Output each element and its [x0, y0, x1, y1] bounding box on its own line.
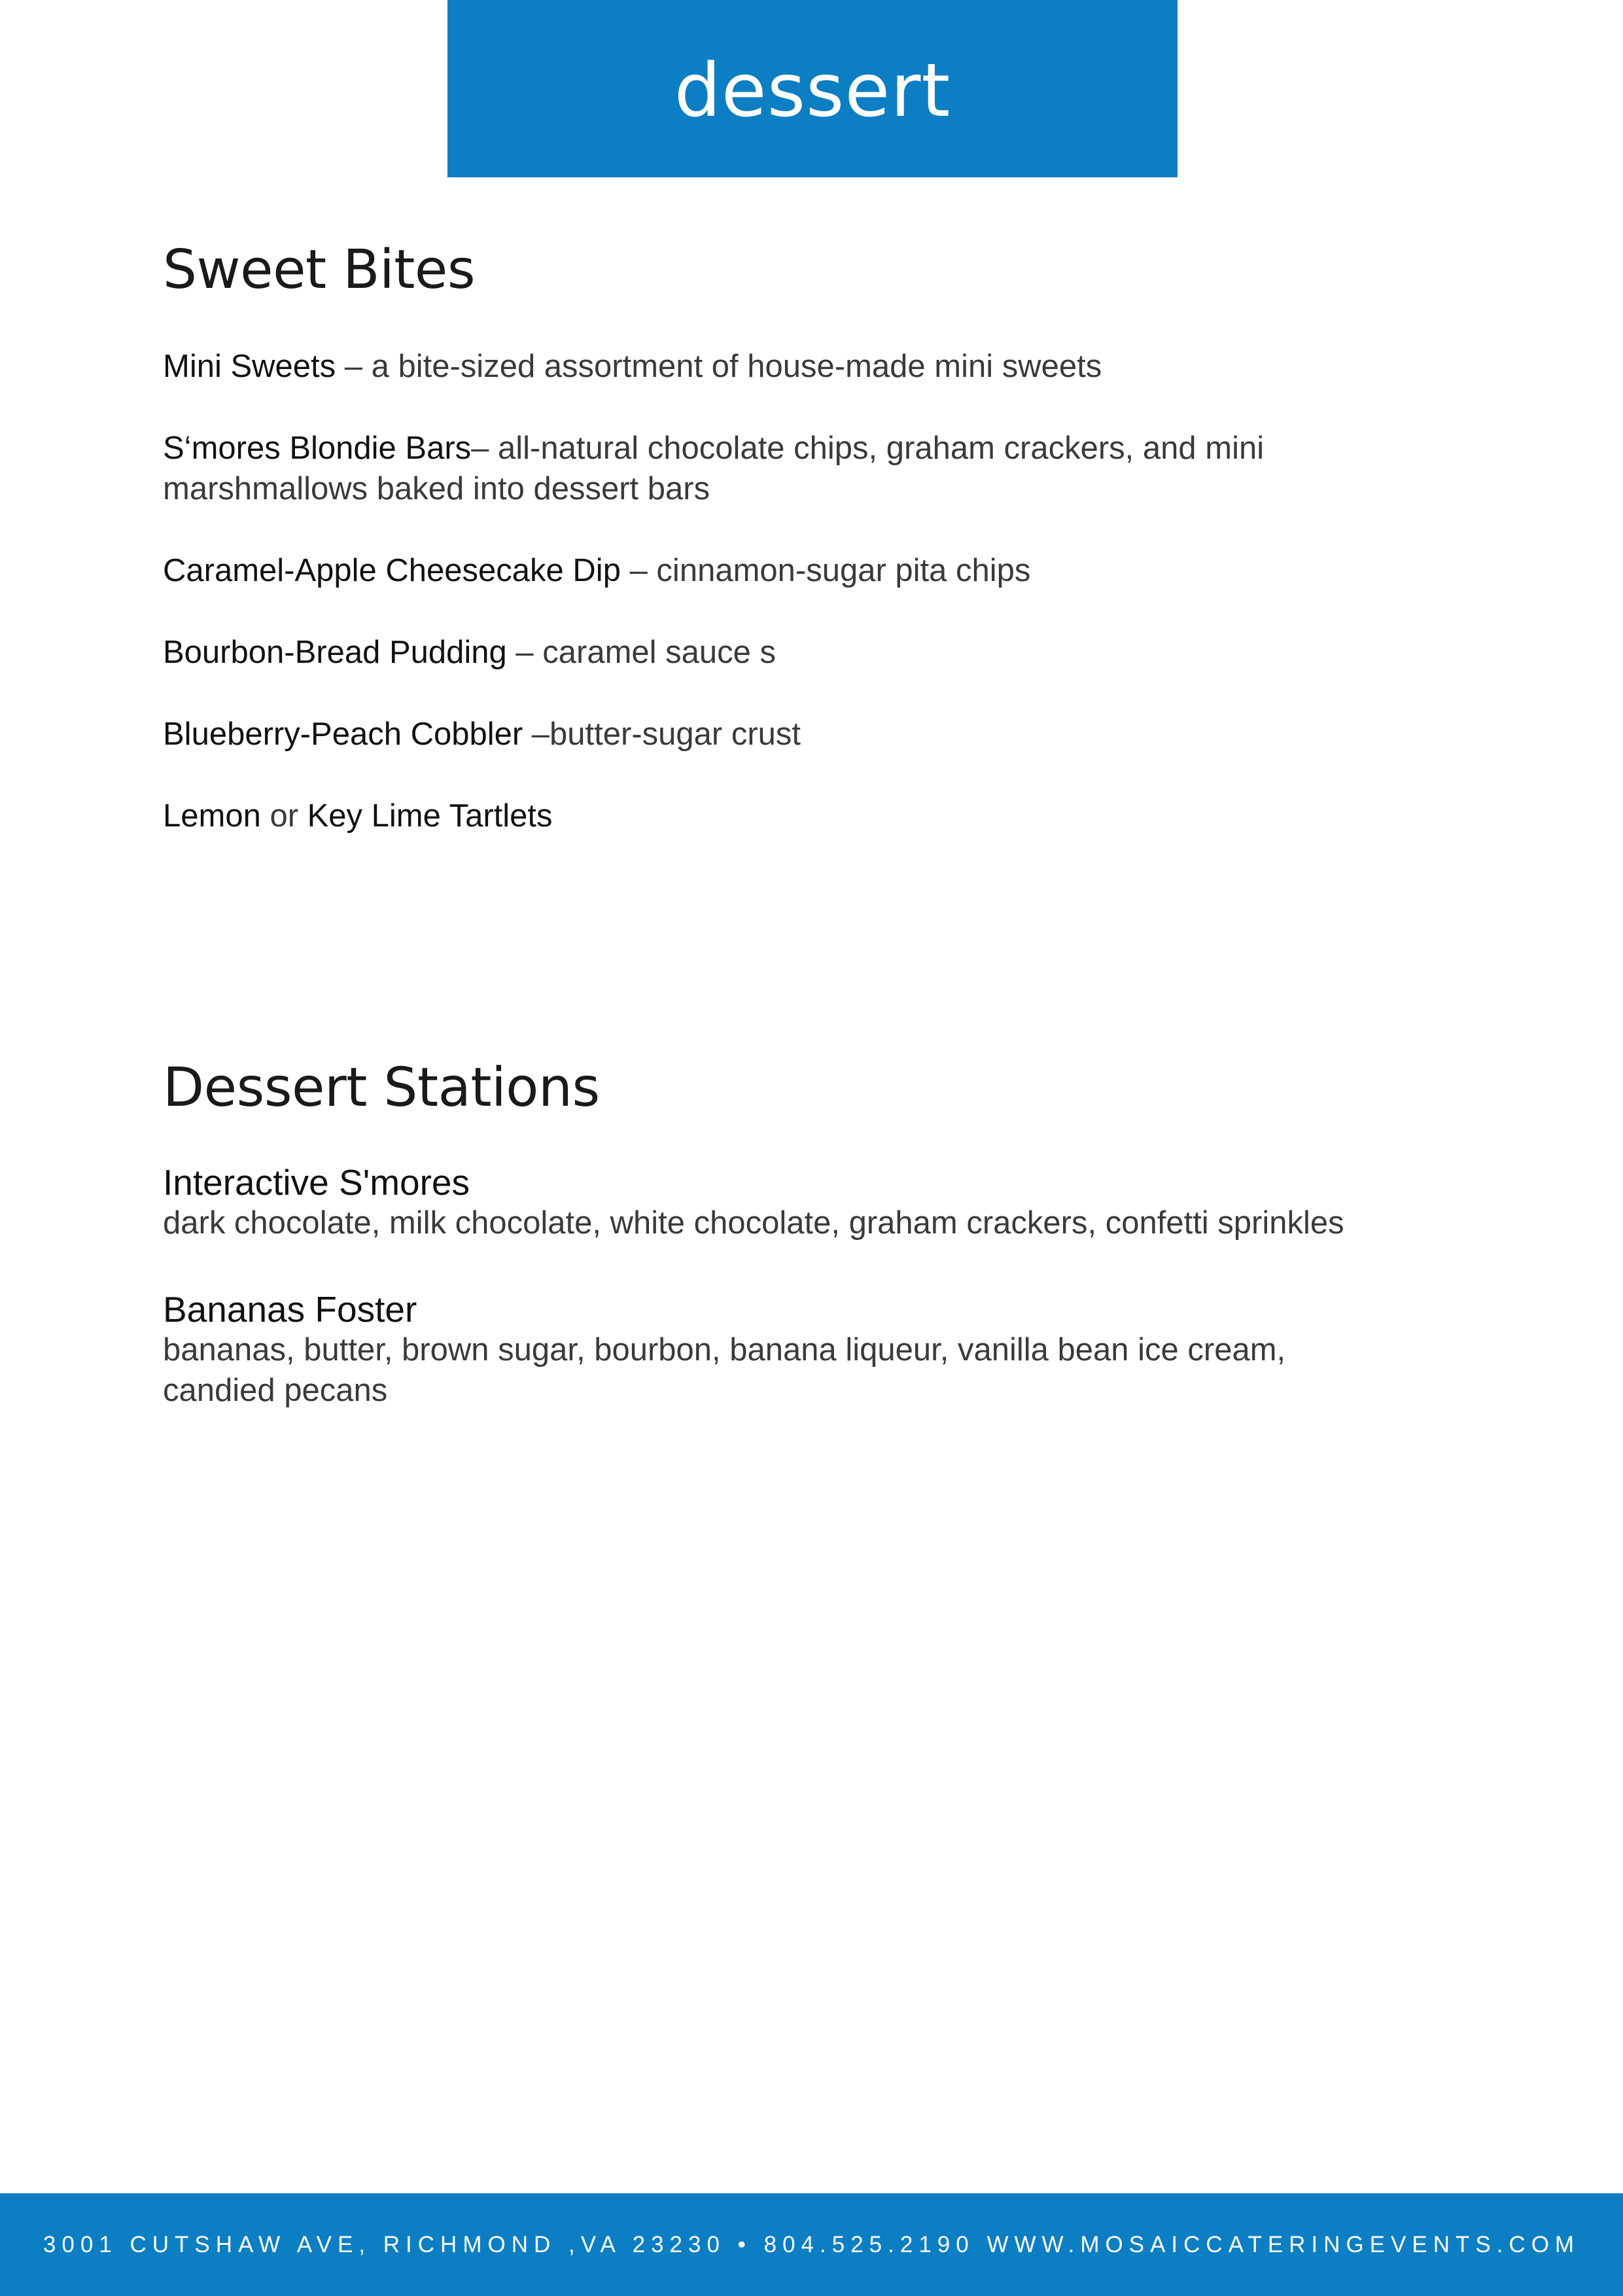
station-name: Interactive S'mores [163, 1162, 470, 1203]
station-bananas-foster [163, 1289, 1373, 1411]
header-banner [447, 0, 1178, 177]
menu-item-name: Bourbon-Bread Pudding [163, 635, 507, 670]
page-title: dessert [674, 48, 951, 133]
menu-item-description: – caramel sauce s [506, 635, 777, 670]
station-description: bananas, butter, brown sugar, bourbon, banana liqueur, vanilla bean ice cream, candied pecans [163, 1332, 1286, 1408]
footer-contact-text: 3001 CUTSHAW AVE, RICHMOND ,VA 23230 • 804.525.2190 WWW.MOSAICCATERINGEVENTS.COM [43, 2231, 1580, 2257]
menu-item-blueberry-peach-cobbler [163, 714, 1471, 754]
menu-item-smores-blondie-bars [163, 428, 1373, 509]
menu-item-name: Caramel-Apple Cheesecake Dip [163, 553, 621, 588]
station-name: Bananas Foster [163, 1289, 417, 1330]
station-description: dark chocolate, milk chocolate, white chocolate, graham crackers, confetti sprinkles [163, 1205, 1344, 1241]
menu-item-name: S‘mores Blondie Bars [163, 431, 472, 466]
menu-item-description: – cinnamon-sugar pita chips [620, 553, 1031, 588]
menu-item-bourbon-bread-pudding [163, 632, 1471, 673]
menu-item-description: – a bite-sized assortment of house-made mini sweets [336, 349, 1102, 384]
menu-item-name: Blueberry-Peach Cobbler [163, 716, 523, 752]
menu-item-tartlets [163, 796, 1471, 836]
menu-item-description: – all-natural chocolate chips, graham crackers, and mini marshmallows baked into dessert bars [163, 431, 1265, 506]
menu-item-name-lemon: Lemon [163, 798, 261, 834]
sweet-bites-section [163, 239, 1471, 301]
section-heading-dessert-stations: Dessert Stations [163, 1057, 600, 1119]
menu-item-mini-sweets [163, 346, 1471, 387]
menu-item-name-key-lime: Key Lime Tartlets [307, 798, 553, 834]
menu-item-caramel-apple-dip [163, 550, 1471, 591]
footer-bar [0, 2193, 1623, 2296]
menu-item-connector: or [260, 798, 307, 834]
section-heading-sweet-bites: Sweet Bites [163, 239, 476, 301]
menu-item-description: –butter-sugar crust [523, 716, 801, 752]
dessert-stations-section [163, 1057, 1471, 1119]
station-interactive-smores [163, 1162, 1471, 1243]
menu-item-name: Mini Sweets [163, 349, 336, 384]
